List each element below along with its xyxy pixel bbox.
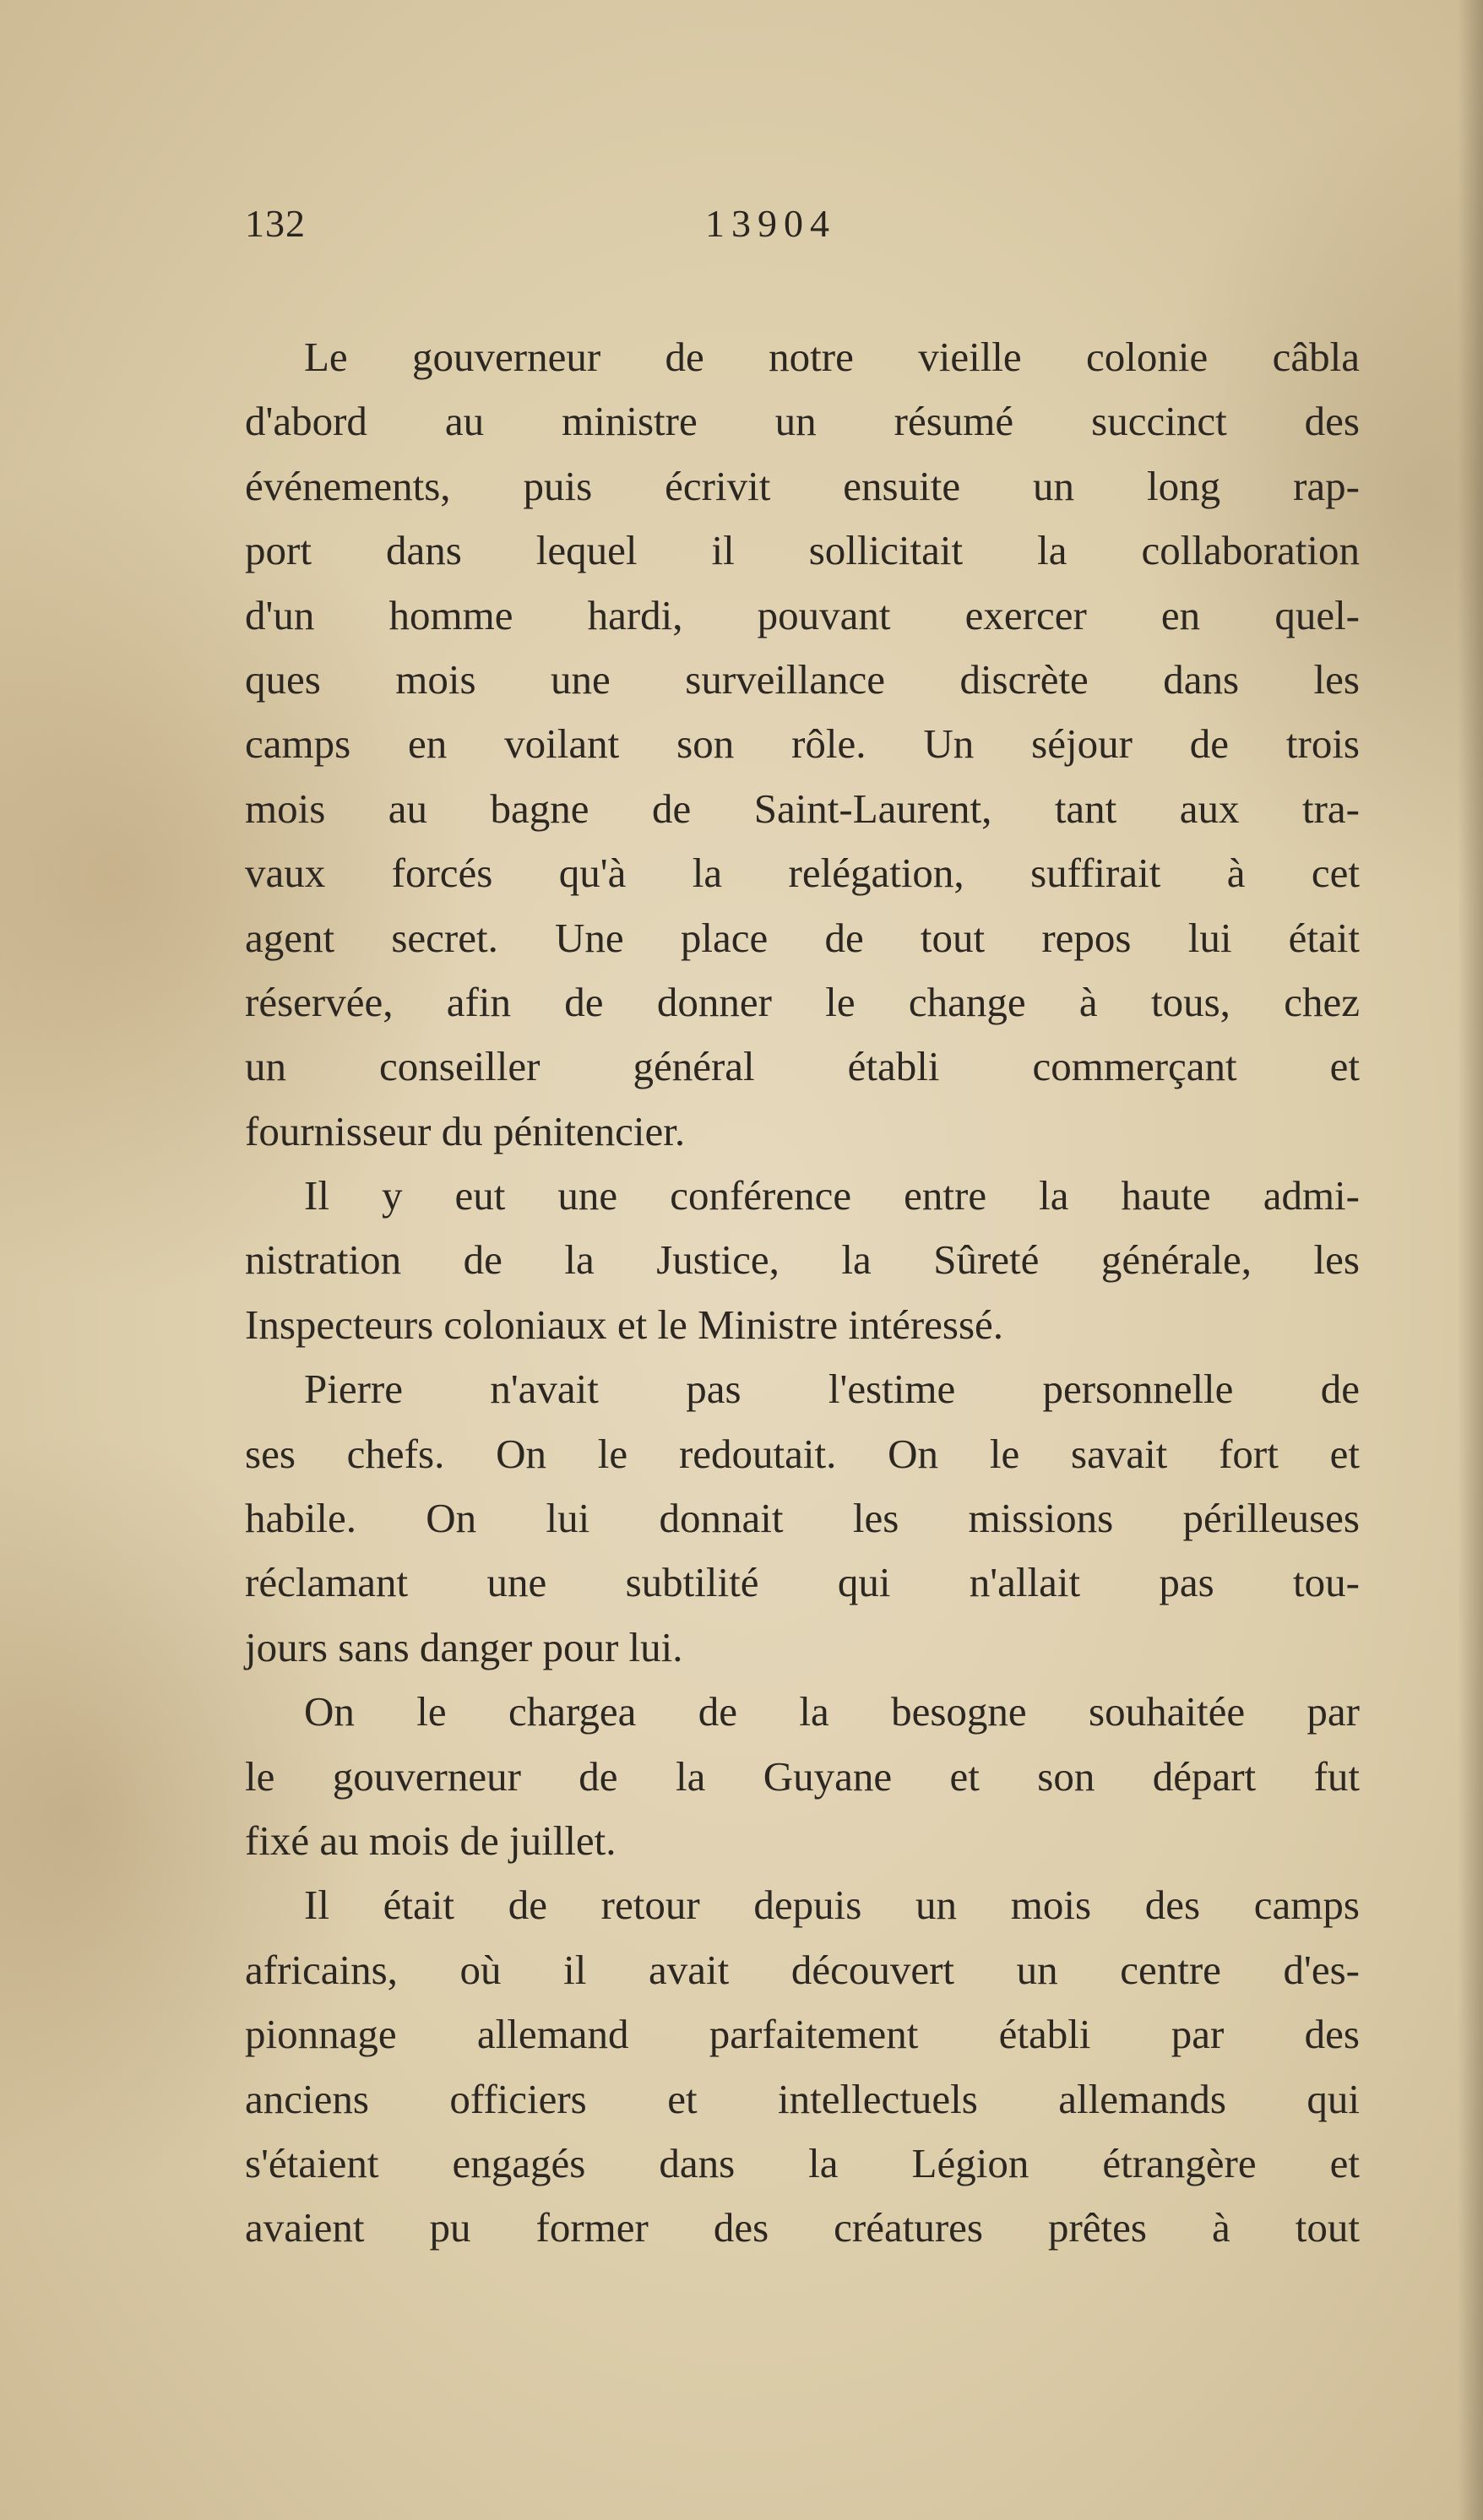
text-line: réclamant une subtilité qui n'allait pas tou- [245, 1559, 1360, 1606]
text-line: d'abord au ministre un résumé succinct des [245, 398, 1360, 445]
text-line: Le gouverneur de notre vieille colonie câbla [304, 334, 1360, 380]
page-edge-shadow [1458, 0, 1483, 2520]
text-line: fixé au mois de juillet. [245, 1817, 617, 1864]
page-header [245, 201, 1360, 252]
text-line: africains, où il avait découvert un centre d'es- [245, 1946, 1360, 1993]
text-line: Il était de retour depuis un mois des camps [304, 1882, 1360, 1929]
text-line: nistration de la Justice, la Sûreté générale, les [245, 1236, 1360, 1284]
text-line: ques mois une surveillance discrète dans les [245, 655, 1360, 703]
text-line: Pierre n'avait pas l'estime personnelle de [304, 1366, 1360, 1413]
text-line: camps en voilant son rôle. Un séjour de trois [245, 720, 1360, 768]
text-line: pionnage allemand parfaitement établi par des [245, 2011, 1360, 2058]
text-line: avaient pu former des créatures prêtes à tout [245, 2204, 1360, 2251]
running-title: 13904 [705, 202, 836, 245]
text-line: Il y eut une conférence entre la haute admi- [304, 1172, 1360, 1219]
text-line: On le chargea de la besogne souhaitée par [304, 1688, 1360, 1735]
text-line: Inspecteurs coloniaux et le Ministre intéressé. [245, 1301, 1004, 1348]
text-line: ses chefs. On le redoutait. On le savait fort et [245, 1430, 1360, 1477]
text-line: mois au bagne de Saint-Laurent, tant aux tra- [245, 785, 1360, 832]
text-line: port dans lequel il sollicitait la collaboration [245, 527, 1360, 574]
page-number: 132 [245, 202, 306, 245]
body-text [245, 325, 1360, 2261]
text-line: événements, puis écrivit ensuite un long rap- [245, 462, 1360, 509]
text-line: anciens officiers et intellectuels allemands qui [245, 2075, 1360, 2122]
text-line: fournisseur du pénitencier. [245, 1107, 686, 1154]
text-line: le gouverneur de la Guyane et son départ fut [245, 1752, 1360, 1800]
text-line: un conseiller général établi commerçant et [245, 1043, 1360, 1090]
text-line: réservée, afin de donner le change à tous, chez [245, 978, 1360, 1025]
text-line: d'un homme hardi, pouvant exercer en quel- [245, 591, 1360, 638]
text-line: vaux forcés qu'à la relégation, suffirait à cet [245, 850, 1360, 897]
text-line: agent secret. Une place de tout repos lui était [245, 914, 1360, 961]
text-line: habile. On lui donnait les missions périlleuses [245, 1495, 1360, 1542]
text-line: jours sans danger pour lui. [245, 1623, 683, 1670]
text-line: s'étaient engagés dans la Légion étrangère et [245, 2139, 1360, 2186]
